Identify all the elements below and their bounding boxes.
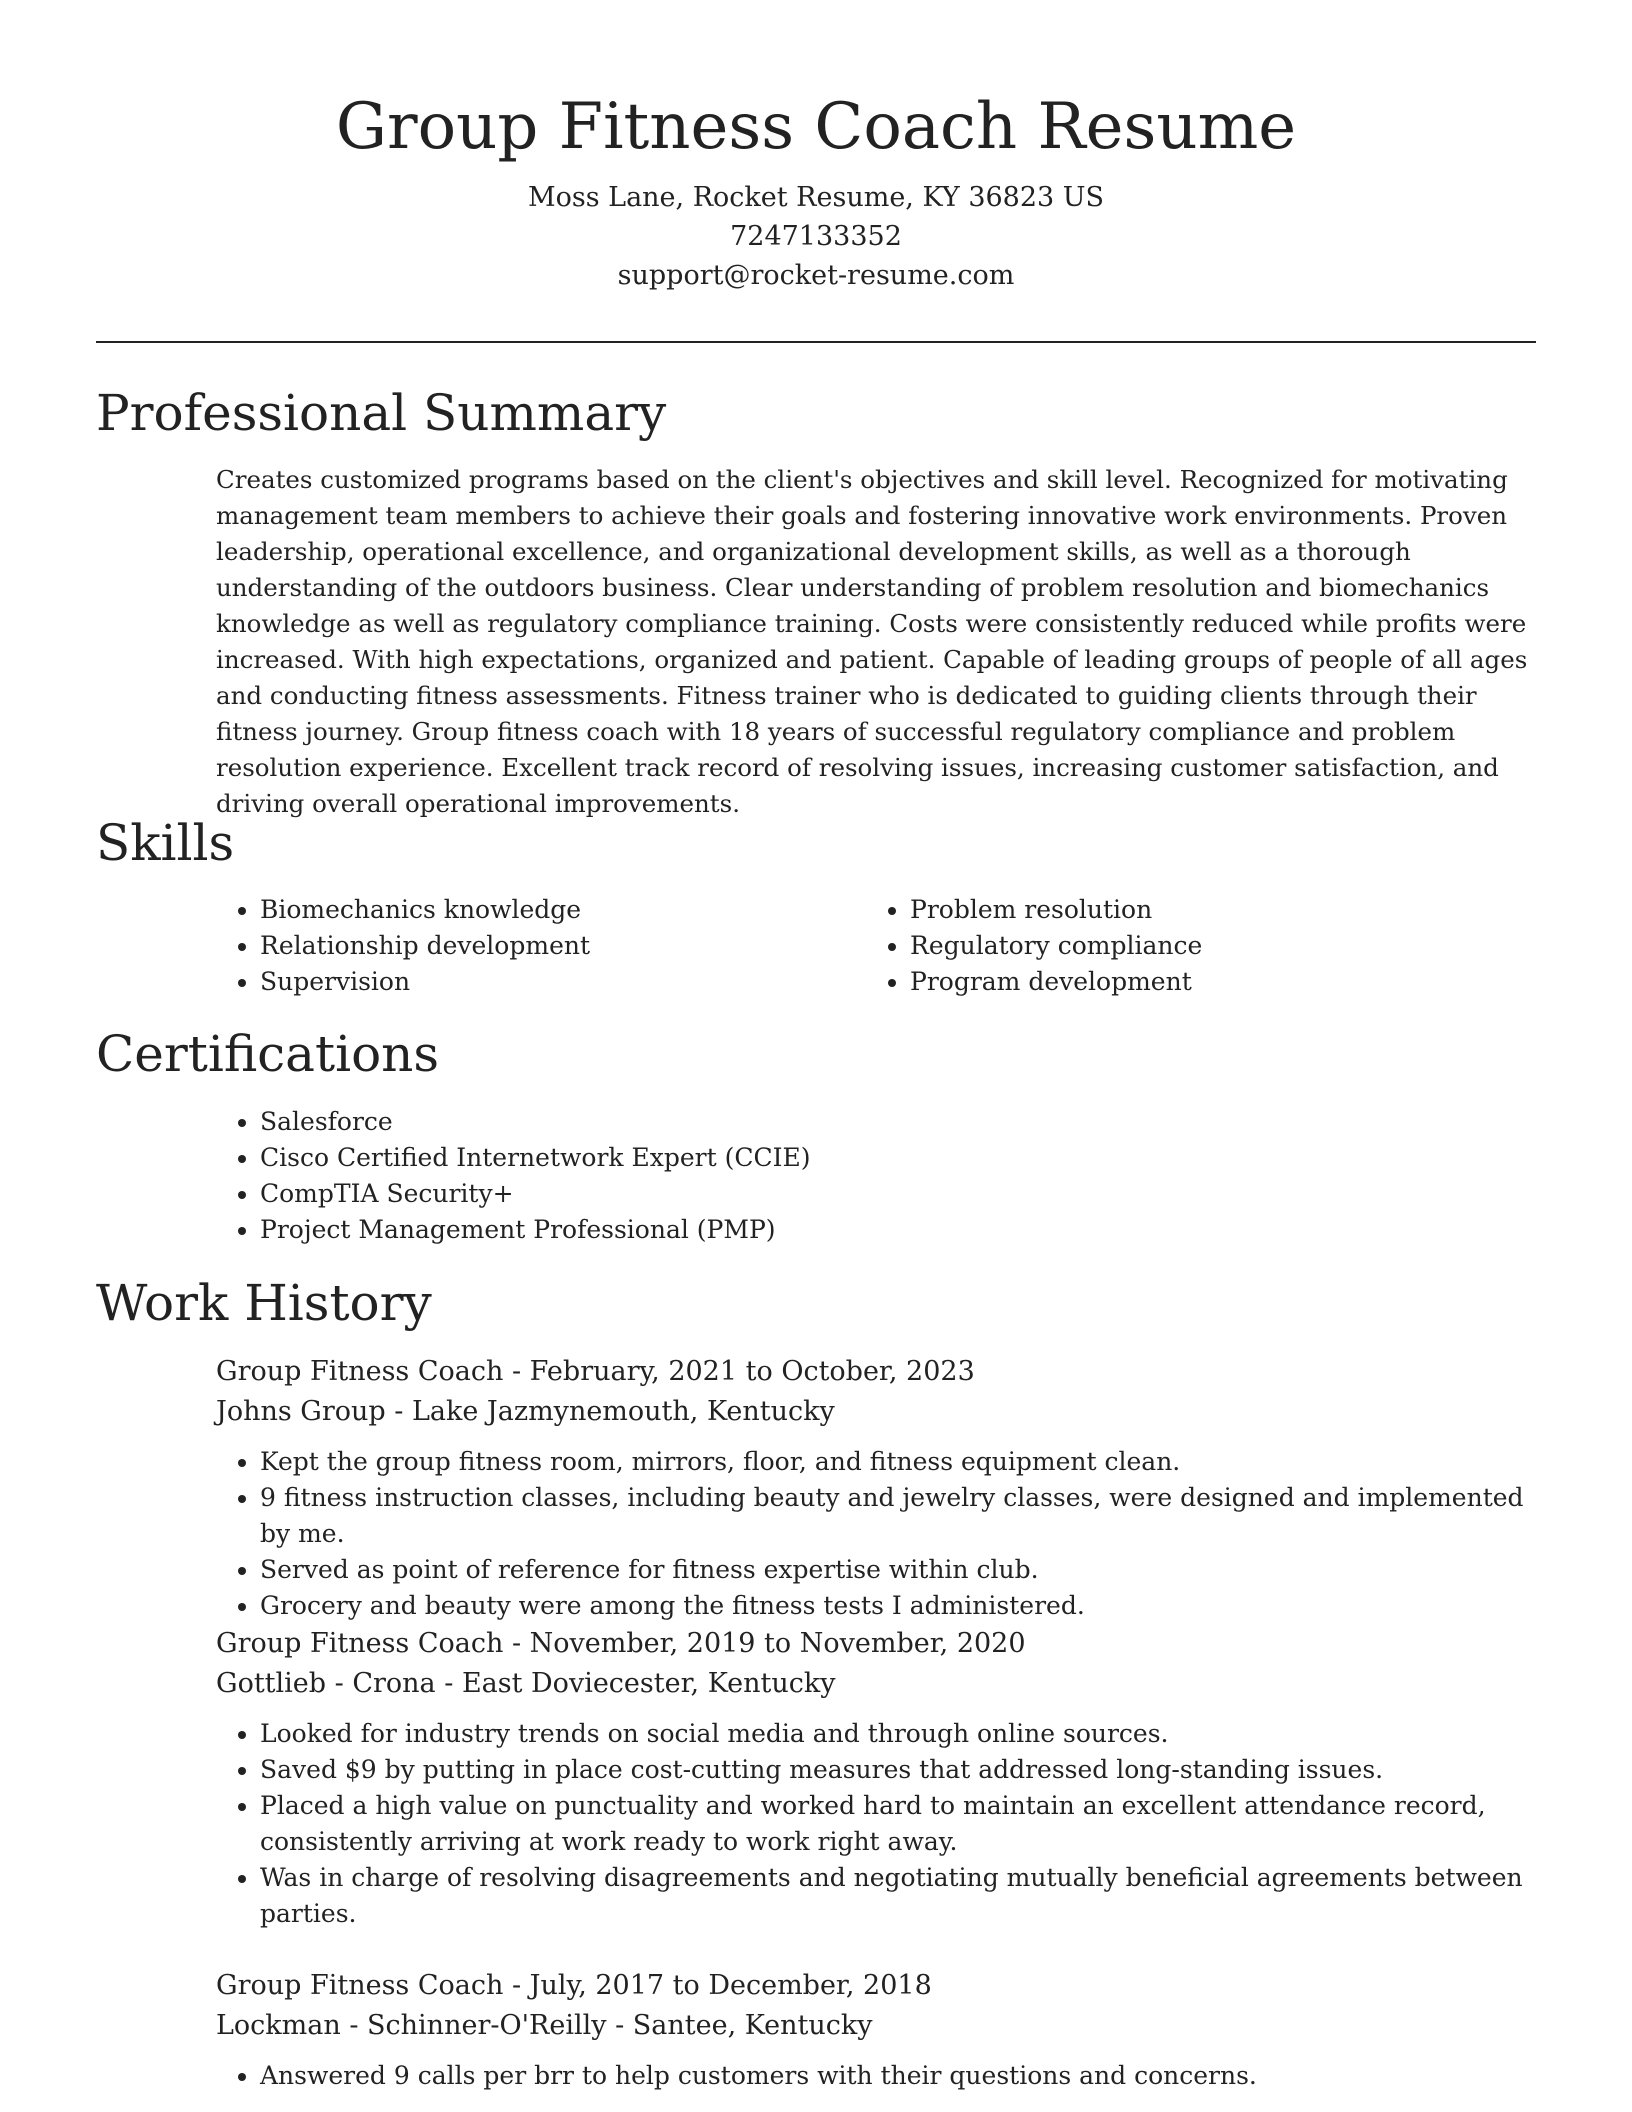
job-company-line: Johns Group - Lake Jazmynemouth, Kentucky [216,1396,835,1427]
job-company-line: Gottlieb - Crona - East Doviecester, Kentucky [216,1668,836,1699]
contact-email: support@rocket-resume.com [617,260,1015,291]
certification-item: • Cisco Certified Internetwork Expert (CCIE) [260,1140,810,1176]
job-bullet: • 9 fitness instruction classes, including beauty and jewelry classes, were designed and implemented by me. [260,1480,1546,1552]
section-heading-summary: Professional Summary [96,384,667,442]
job-entry [216,1352,1546,1624]
section-heading-work-history: Work History [96,1274,432,1332]
page-title: Group Fitness Coach Resume [335,90,1297,164]
certification-item: • Project Management Professional (PMP) [260,1212,810,1248]
job-bullet: • Placed a high value on punctuality and worked hard to maintain an excellent attendance record, consistently arriving at work ready to work right away. [260,1788,1546,1860]
contact-phone: 7247133352 [730,221,902,252]
job-bullets [216,2058,1546,2094]
job-bullets [216,1716,1546,1932]
skills-list-right [866,892,1202,1000]
skill-item: • Regulatory compliance [910,928,1202,964]
job-bullet: • Was in charge of resolving disagreements and negotiating mutually beneficial agreements between parties. [260,1860,1546,1932]
job-title-line: Group Fitness Coach - February, 2021 to October, 2023 [216,1356,975,1387]
section-heading-skills: Skills [96,814,235,872]
section-heading-certifications: Certifications [96,1025,440,1083]
resume-header [96,84,1536,295]
job-company-line: Lockman - Schinner-O'Reilly - Santee, Kentucky [216,2010,873,2041]
skill-item: • Program development [910,964,1202,1000]
skill-item: • Problem resolution [910,892,1202,928]
job-bullet: • Served as point of reference for fitness expertise within club. [260,1552,1546,1588]
job-entry [216,1966,1546,2094]
job-entry [216,1624,1546,1932]
skill-item: • Supervision [260,964,590,1000]
summary-text: Creates customized programs based on the client's objectives and skill level. Recognized for motivating management team members to achieve their goals and fostering innovative work environments. Proven leadership, operational excellence, and organizational development skills, as well as a thorough understanding of the outdoors business. Clear understanding of problem resolution and biomechanics knowledge as well as regulatory compliance training. Costs were consistently reduced while profits were increased. With high expectations, organized and patient. Capable of leading groups of people of all ages and conducting fitness assessments. Fitness trainer who is dedicated to guiding clients through their fitness journey. Group fitness coach with 18 years of successful regulatory compliance and problem resolution experience. Excellent track record of resolving issues, increasing customer satisfaction, and driving overall operational improvements. [216,465,1528,818]
skill-item: • Relationship development [260,928,590,964]
header-divider [96,341,1536,343]
job-title-line: Group Fitness Coach - November, 2019 to November, 2020 [216,1628,1026,1659]
job-bullets [216,1444,1546,1624]
certifications-list [216,1104,810,1248]
certification-item: • CompTIA Security+ [260,1176,810,1212]
job-bullet: • Answered 9 calls per brr to help customers with their questions and concerns. [260,2058,1546,2094]
job-bullet: • Saved $9 by putting in place cost-cutting measures that addressed long-standing issues. [260,1752,1546,1788]
job-bullet: • Grocery and beauty were among the fitness tests I administered. [260,1588,1546,1624]
skills-list-left [216,892,590,1000]
job-bullet: • Kept the group fitness room, mirrors, floor, and fitness equipment clean. [260,1444,1546,1480]
contact-block [96,178,1536,295]
job-title-line: Group Fitness Coach - July, 2017 to December, 2018 [216,1970,932,2001]
skill-item: • Biomechanics knowledge [260,892,590,928]
job-bullet: • Looked for industry trends on social media and through online sources. [260,1716,1546,1752]
certification-item: • Salesforce [260,1104,810,1140]
contact-address: Moss Lane, Rocket Resume, KY 36823 US [527,182,1105,213]
